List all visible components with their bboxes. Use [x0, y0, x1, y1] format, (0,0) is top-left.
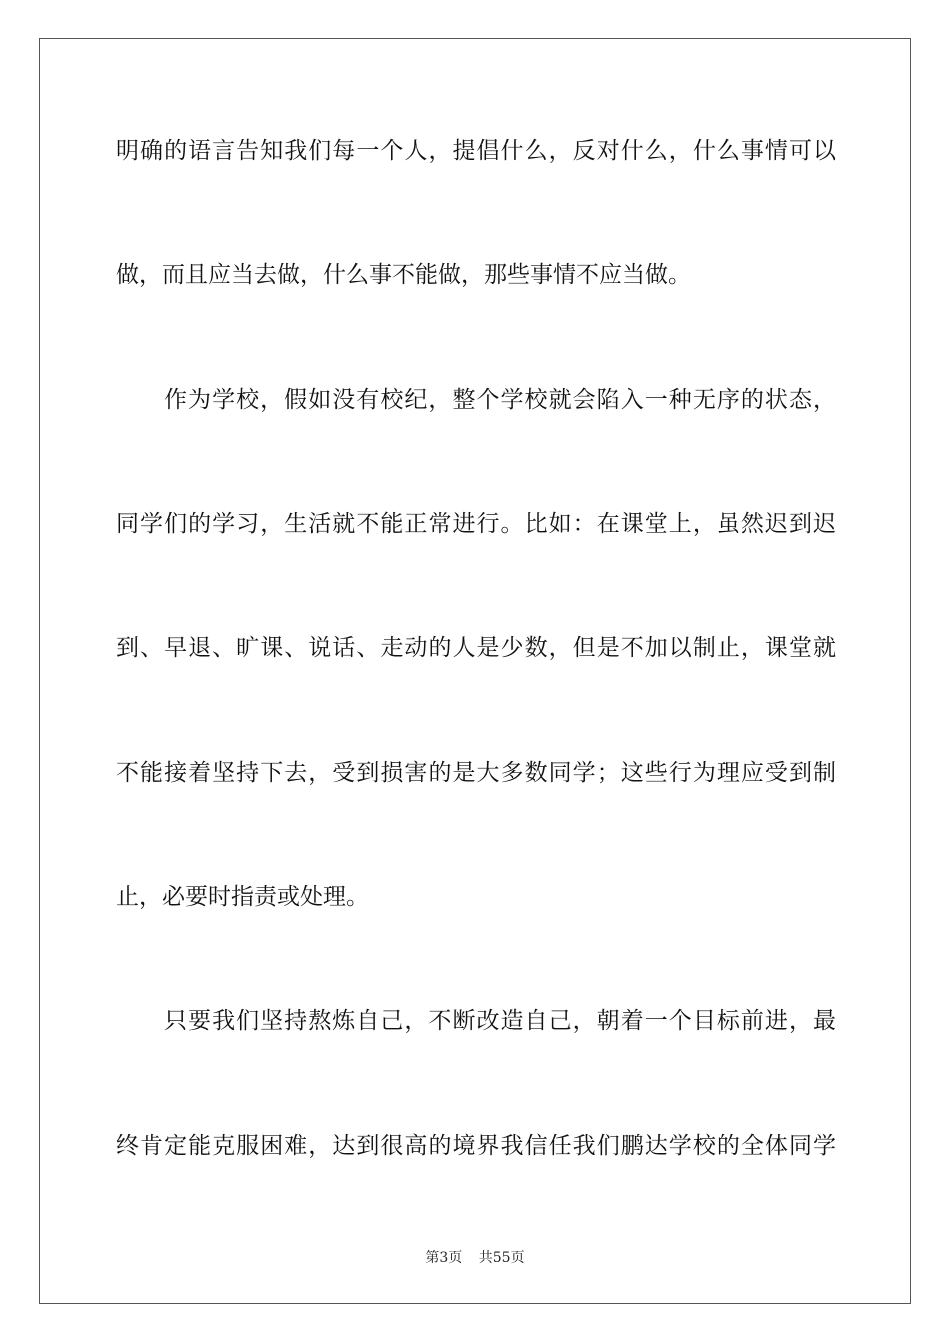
text-line: 同学们的学习，生活就不能正常进行。比如：在课堂上，虽然迟到迟	[116, 511, 836, 537]
text-line: 作为学校，假如没有校纪，整个学校就会陷入一种无序的状态，	[164, 387, 836, 413]
page-total: 共55页	[478, 1250, 525, 1266]
text-line: 终肯定能克服困难，达到很高的境界我信任我们鹏达学校的全体同学	[116, 1133, 836, 1159]
text-line: 明确的语言告知我们每一个人，提倡什么，反对什么，什么事情可以	[116, 138, 836, 164]
text-line: 到、早退、旷课、说话、走动的人是少数，但是不加以制止，课堂就	[116, 635, 836, 661]
page-footer	[0, 1247, 950, 1267]
text-line: 止，必要时指责或处理。	[116, 884, 369, 910]
text-line: 只要我们坚持熬炼自己，不断改造自己，朝着一个目标前进，最	[164, 1008, 836, 1034]
page-number: 第3页	[425, 1250, 463, 1266]
text-line: 做，而且应当去做，什么事不能做，那些事情不应当做。	[116, 262, 691, 288]
page-border	[39, 38, 911, 1304]
text-line: 不能接着坚持下去，受到损害的是大多数同学；这些行为理应受到制	[116, 760, 836, 786]
